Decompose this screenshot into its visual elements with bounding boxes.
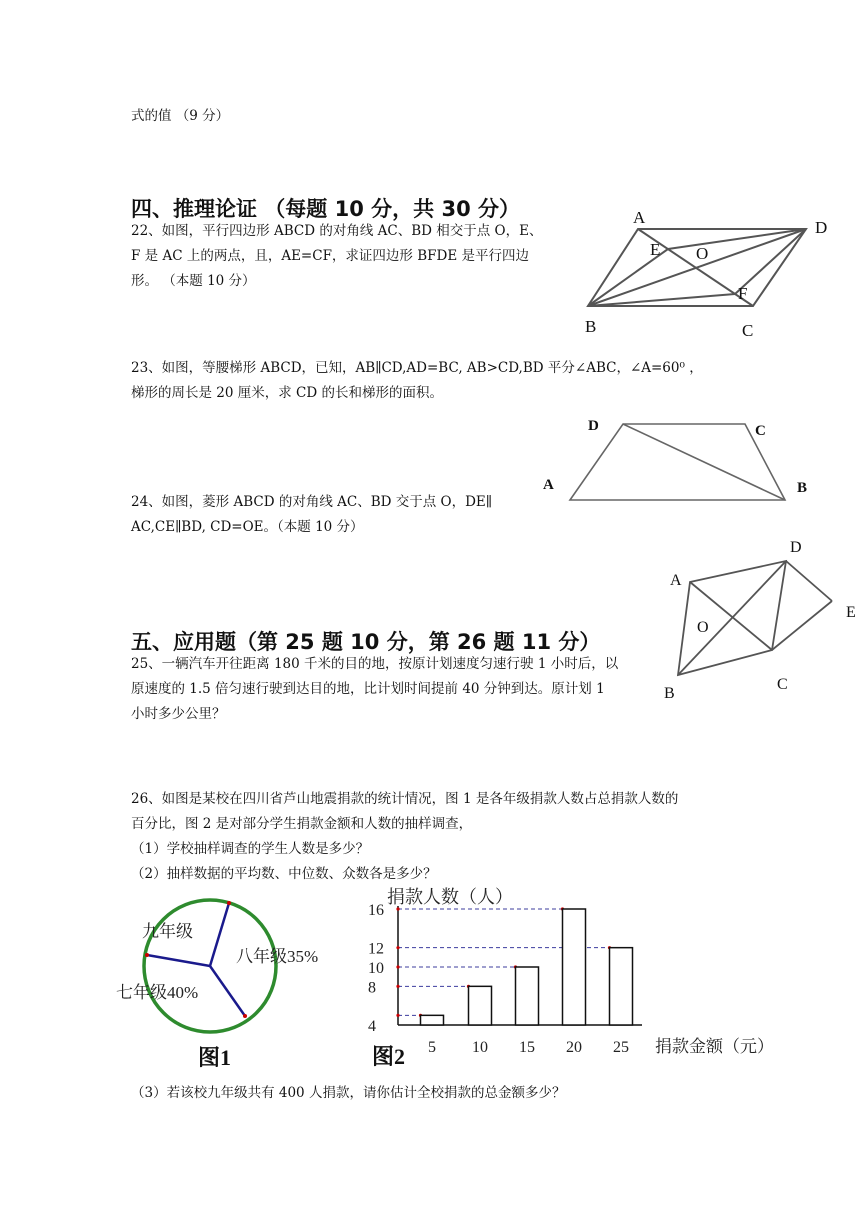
question-23-line: 梯形的周长是 20 厘米，求 CD 的长和梯形的面积。 [131, 385, 443, 401]
guide-marker [396, 985, 399, 988]
section-5-heading: 五、应用题（第 25 题 10 分，第 26 题 11 分） [131, 630, 601, 654]
question-23-text [131, 356, 703, 406]
label-F: F [738, 284, 748, 303]
label-D: D [815, 218, 828, 237]
x-tick-20: 20 [566, 1039, 582, 1056]
bar-chart-ylabel: 捐款人数（人） [387, 887, 513, 907]
question-25-line: 25、一辆汽车开往距离 180 千米的目的地，按原计划速度匀速行驶 1 小时后，以 [131, 656, 619, 672]
y-tick-8: 8 [368, 979, 376, 997]
label-A: A [633, 208, 646, 227]
bar-5 [421, 1015, 444, 1025]
y-tick-labels [368, 902, 384, 1035]
label-C: C [755, 423, 766, 439]
guide-marker [396, 1014, 399, 1017]
previous-question-tail: 式的值 （9 分） [131, 108, 230, 124]
guide-marker [467, 985, 470, 988]
question-24-line: 24、如图，菱形 ABCD 的对角线 AC、BD 交于点 O，DE∥ [131, 494, 493, 510]
label-C: C [777, 676, 788, 693]
label-B: B [585, 317, 597, 336]
question-25-line: 原速度的 1.5 倍匀速行驶到达目的地，比计划时间提前 40 分钟到达。原计划 1 [131, 681, 605, 697]
bar-20 [563, 909, 586, 1025]
bar-chart-xlabel: 捐款金额（元） [655, 1037, 774, 1056]
question-25-line: 小时多少公里？ [131, 706, 226, 722]
label-B: B [664, 685, 675, 702]
guide-marker [396, 965, 399, 968]
x-tick-25: 25 [613, 1039, 629, 1056]
pie-markers [145, 901, 247, 1018]
pie-label-grade9: 九年级 [142, 922, 193, 941]
y-tick-16: 16 [368, 902, 384, 919]
guide-marker [514, 965, 517, 968]
pie-label-grade7: 七年级40% [116, 983, 199, 1002]
label-C: C [742, 321, 754, 340]
parallelogram-lines [588, 229, 806, 306]
question-26-text [131, 787, 678, 887]
question-22-line: F 是 AC 上的两点，且，AE=CF，求证四边形 BFDE 是平行四边 [131, 248, 529, 264]
bar-series [421, 909, 633, 1025]
bar-guide-lines [396, 907, 611, 1017]
pie-outline [144, 900, 276, 1032]
x-tick-5: 5 [428, 1039, 436, 1056]
section-4-heading: 四、推理论证 （每题 10 分，共 30 分） [131, 197, 521, 221]
question-26-line: 百分比，图 2 是对部分学生捐款金额和人数的抽样调查， [131, 816, 473, 832]
guide-marker [396, 907, 399, 910]
label-B: B [797, 480, 808, 496]
bar-10 [469, 986, 492, 1025]
label-E: E [650, 240, 661, 259]
y-tick-12: 12 [368, 940, 384, 958]
question-26-line: （2）抽样数据的平均数、中位数、众数各是多少？ [131, 866, 437, 882]
question-24-text [131, 490, 492, 540]
guide-marker [561, 907, 564, 910]
pie-label-grade8: 八年级35% [236, 947, 319, 966]
label-O: O [696, 244, 709, 263]
label-A: A [670, 572, 682, 589]
guide-marker [608, 946, 611, 949]
label-E: E [846, 604, 856, 621]
bar-25 [610, 948, 633, 1025]
question-22-line: 形。 （本题 10 分） [131, 273, 256, 289]
pie-radii [147, 903, 245, 1016]
question-26-line: 26、如图是某校在四川省芦山地震捐款的统计情况，图 1 是各年级捐款人数占总捐款人数的 [131, 791, 679, 807]
figure-2-caption: 图2 [372, 1044, 406, 1069]
x-tick-10: 10 [472, 1039, 488, 1056]
bar-15 [516, 967, 539, 1025]
question-22-line: 22、如图，平行四边形 ABCD 的对角线 AC、BD 相交于点 O，E、 [131, 223, 543, 239]
label-D: D [588, 418, 599, 434]
question-23-line: 23、如图，等腰梯形 ABCD，已知，AB∥CD,AD=BC, AB>CD,BD 平分∠ABC，∠A=60⁰ ， [131, 360, 703, 376]
rhombus-lines [678, 561, 832, 675]
x-tick-15: 15 [519, 1039, 535, 1056]
figure-1-caption: 图1 [198, 1045, 232, 1070]
x-tick-labels [428, 1039, 629, 1056]
question-26-part-3: （3）若该校九年级共有 400 人捐款，请你估计全校捐款的总金额多少？ [131, 1085, 566, 1101]
guide-marker [396, 946, 399, 949]
label-A: A [543, 477, 554, 493]
guide-marker [419, 1014, 422, 1017]
y-tick-4: 4 [368, 1018, 376, 1035]
y-tick-10: 10 [368, 960, 384, 977]
label-O: O [697, 619, 709, 636]
question-25-text [131, 652, 618, 727]
question-22-text [131, 219, 542, 294]
label-D: D [790, 539, 802, 556]
question-24-line: AC,CE∥BD, CD=OE。（本题 10 分） [131, 519, 364, 535]
trapezoid-lines [570, 424, 785, 500]
question-26-line: （1）学校抽样调查的学生人数是多少？ [131, 841, 370, 857]
